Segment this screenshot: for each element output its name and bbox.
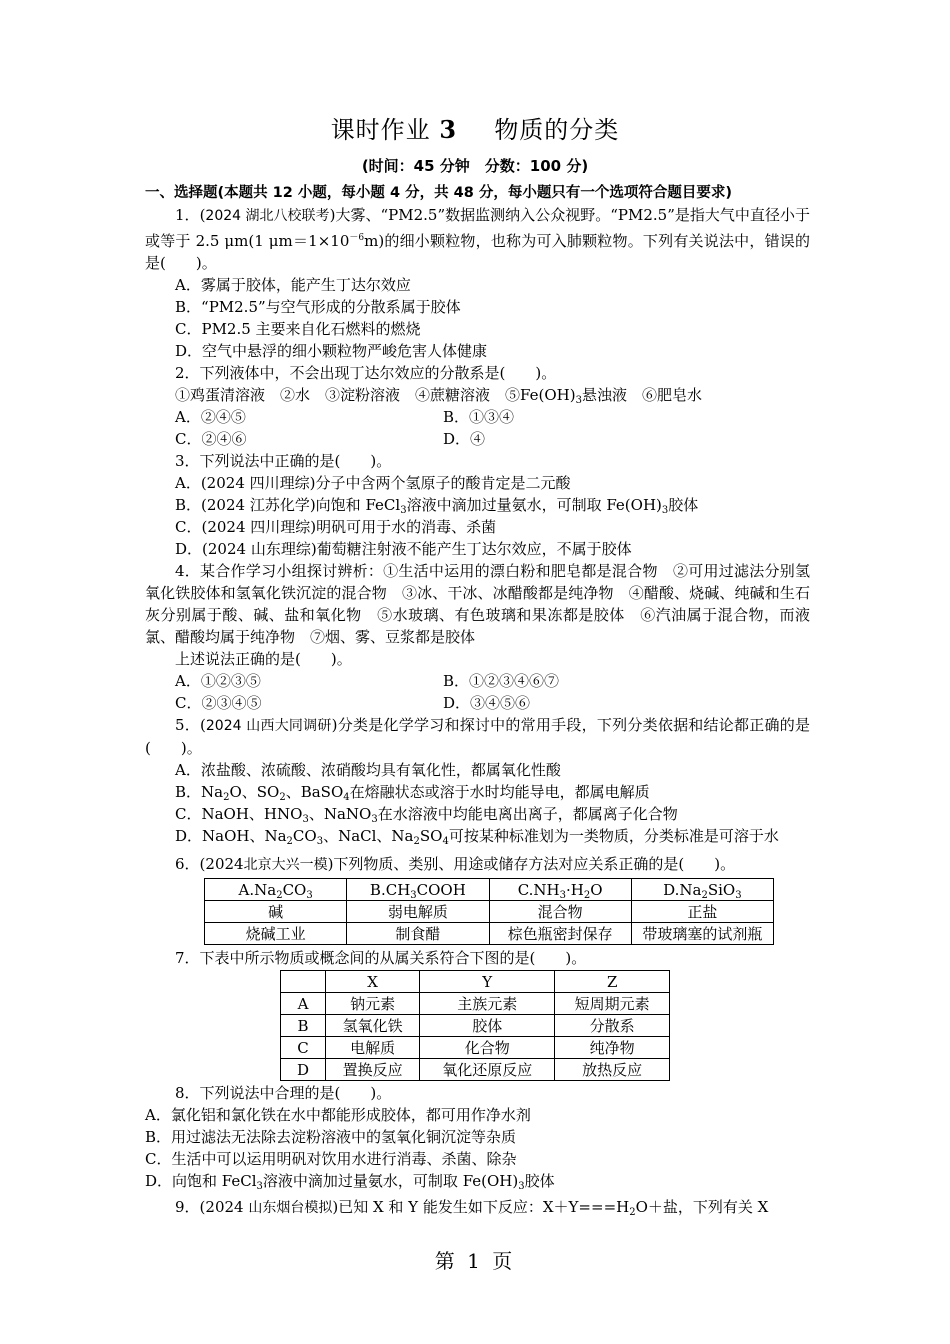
- page-number: 第 1 页: [434, 1249, 516, 1273]
- question-3-option-a: A．(2024 四川理综)分子中含两个氢原子的酸肯定是二元酸: [175, 474, 571, 492]
- question-6-table: [204, 878, 774, 945]
- table-header-row: [205, 879, 774, 901]
- question-8-stem: 8．下列说法中合理的是( )。: [175, 1084, 392, 1102]
- table-cell: 胶体: [420, 1015, 555, 1037]
- question-8-option-a: A．氯化铝和氯化铁在水中都能形成胶体，都可用作净水剂: [145, 1106, 531, 1124]
- question-4-options-cd: C．②③④⑤ D．③④⑤⑥: [175, 694, 531, 712]
- table-cell: 化合物: [420, 1037, 555, 1059]
- question-1-option-d: D．空气中悬浮的细小颗粒物严峻危害人体健康: [175, 342, 488, 360]
- table-cell: 氧化还原反应: [420, 1059, 555, 1081]
- table-row: [205, 923, 774, 945]
- section-heading: 一、选择题(本题共 12 小题，每小题 4 分，共 48 分，每小题只有一个选项符合题目要求): [145, 185, 732, 201]
- question-7-stem: 7．下表中所示物质或概念间的从属关系符合下图的是( )。: [175, 949, 587, 967]
- table-cell: 分散系: [555, 1015, 670, 1037]
- question-1-stem: 1．(2024 湖北八校联考)大雾、“PM2.5”数据监测纳入公众视野。“PM2.5”是指大气中直径小于或等于 2.5 μm(1 $\mu m=1\times 10^{-6}m$)的细小颗粒物，也称为可入肺颗粒物。下列有关说法中，错误的是( )。: [145, 206, 810, 272]
- question-3-option-b: B．(2024 江苏化学)向饱和 FeCl$_3$溶液中滴加过量氨水，可制取 $Fe(OH)_3$胶体: [175, 496, 699, 516]
- page-title: [0, 110, 950, 145]
- question-4-ask: 上述说法正确的是( )。: [175, 650, 352, 668]
- table-row: [281, 1059, 670, 1081]
- table-cell: $C.NH_3\cdot H_2O$: [489, 879, 631, 901]
- question-5-option-c: C．NaOH、$HNO_3$、NaNO$_3$在水溶液中均能电离出离子，都属离子化合物: [175, 805, 678, 825]
- question-1-option-b: B．“PM2.5”与空气形成的分散系属于胶体: [175, 298, 461, 316]
- table-cell: B: [281, 1015, 326, 1037]
- question-1-option-c: C．PM2.5 主要来自化石燃料的燃烧: [175, 320, 421, 338]
- question-2-options-ab: A．②④⑤ B．①③④: [175, 408, 515, 426]
- table-cell: 纯净物: [555, 1037, 670, 1059]
- table-row: [281, 993, 670, 1015]
- question-7-table: [280, 970, 670, 1081]
- question-3-option-c: C．(2024 四川理综)明矾可用于水的消毒、杀菌: [175, 518, 497, 536]
- table-cell: 棕色瓶密封保存: [489, 923, 631, 945]
- table-cell: 混合物: [489, 901, 631, 923]
- table-row: [281, 1015, 670, 1037]
- table-cell: 正盐: [631, 901, 773, 923]
- table-cell: D: [281, 1059, 326, 1081]
- table-cell: 主族元素: [420, 993, 555, 1015]
- table-cell: 制食醋: [347, 923, 489, 945]
- exam-info: (时间：45 分钟 分数：100 分): [361, 157, 589, 175]
- table-cell: $B.CH_3COOH$: [347, 879, 489, 901]
- table-cell: 氢氧化铁: [326, 1015, 420, 1037]
- table-cell: 电解质: [326, 1037, 420, 1059]
- question-4-stem: 4．某合作学习小组探讨辨析：①生活中运用的漂白粉和肥皂都是混合物 ②可用过滤法分别氢氧化铁胶体和氢氧化铁沉淀的混合物 ③冰、干冰、冰醋酸都是纯净物 ④醋酸、烧碱、纯碱和生石灰分别属于酸、碱、盐和氧化物 ⑤水玻璃、有色玻璃和果冻都是胶体 ⑥汽油属于混合物，而液氯、醋酸均属于纯净物 ⑦烟、雾、豆浆都是胶体: [145, 562, 810, 646]
- table-cell: 烧碱工业: [205, 923, 347, 945]
- question-5-stem: 5．(2024 山西大同调研)分类是化学学习和探讨中的常用手段，下列分类依据和结论都正确的是( )。: [145, 716, 810, 757]
- table-cell: Y: [420, 971, 555, 993]
- table-cell: 弱电解质: [347, 901, 489, 923]
- table-cell: 碱: [205, 901, 347, 923]
- question-2-stem: 2．下列液体中，不会出现丁达尔效应的分散系是( )。: [175, 364, 557, 382]
- table-cell: C: [281, 1037, 326, 1059]
- table-cell: 放热反应: [555, 1059, 670, 1081]
- question-4-options-ab: A．①②③⑤ B．①②③④⑥⑦: [175, 672, 560, 690]
- table-cell: A: [281, 993, 326, 1015]
- question-6-stem: 6．(2024北京大兴一模)下列物质、类别、用途或储存方法对应关系正确的是( )。: [175, 855, 736, 873]
- table-header-row: [281, 971, 670, 993]
- question-9-stem: 9．(2024 山东烟台模拟)已知 X 和 Y 能发生如下反应：$X+Y===H_2O+$盐，下列有关 X: [175, 1198, 769, 1218]
- title-number: 3: [439, 115, 458, 144]
- table-cell: 带玻璃塞的试剂瓶: [631, 923, 773, 945]
- table-cell: X: [326, 971, 420, 993]
- title-topic: 物质的分类: [494, 116, 620, 144]
- question-5-option-a: A．浓盐酸、浓硫酸、浓硝酸均具有氧化性，都属氧化性酸: [175, 761, 561, 779]
- table-cell: 置换反应: [326, 1059, 420, 1081]
- question-5-option-d: D．NaOH、$Na_2CO_3$、NaCl、$Na_2SO_4$可按某种标准划为一类物质，分类标准是可溶于水: [175, 827, 779, 847]
- question-body: [145, 182, 810, 1219]
- question-8-option-c: C．生活中可以运用明矾对饮用水进行消毒、杀菌、除杂: [145, 1150, 517, 1168]
- question-2-items: ①鸡蛋清溶液 ②水 ③淀粉溶液 ④蔗糖溶液 $⑤Fe(OH)_3$悬浊液 ⑥肥皂水: [175, 386, 702, 406]
- table-cell: 钠元素: [326, 993, 420, 1015]
- table-cell: Z: [555, 971, 670, 993]
- table-cell: $D.Na_2SiO_3$: [631, 879, 773, 901]
- title-prefix: 课时作业: [330, 116, 431, 144]
- question-3-stem: 3．下列说法中正确的是( )。: [175, 452, 392, 470]
- question-3-option-d: D．(2024 山东理综)葡萄糖注射液不能产生丁达尔效应，不属于胶体: [175, 540, 632, 558]
- table-row: [281, 1037, 670, 1059]
- question-5-option-b: B．$Na_2O$、$SO_2$、BaSO$_4$在熔融状态或溶于水时均能导电，都属电解质: [175, 783, 650, 803]
- table-row: [205, 901, 774, 923]
- question-8-option-b: B．用过滤法无法除去淀粉溶液中的氢氧化铜沉淀等杂质: [145, 1128, 517, 1146]
- table-cell: $A.Na_2CO_3$: [205, 879, 347, 901]
- table-cell: 短周期元素: [555, 993, 670, 1015]
- table-cell: [281, 971, 326, 993]
- question-2-options-cd: C．②④⑥ D．④: [175, 430, 486, 448]
- question-8-option-d: D．向饱和 FeCl$_3$溶液中滴加过量氨水，可制取 $Fe(OH)_3$胶体: [145, 1172, 555, 1192]
- question-1-option-a: A．雾属于胶体，能产生丁达尔效应: [175, 276, 411, 294]
